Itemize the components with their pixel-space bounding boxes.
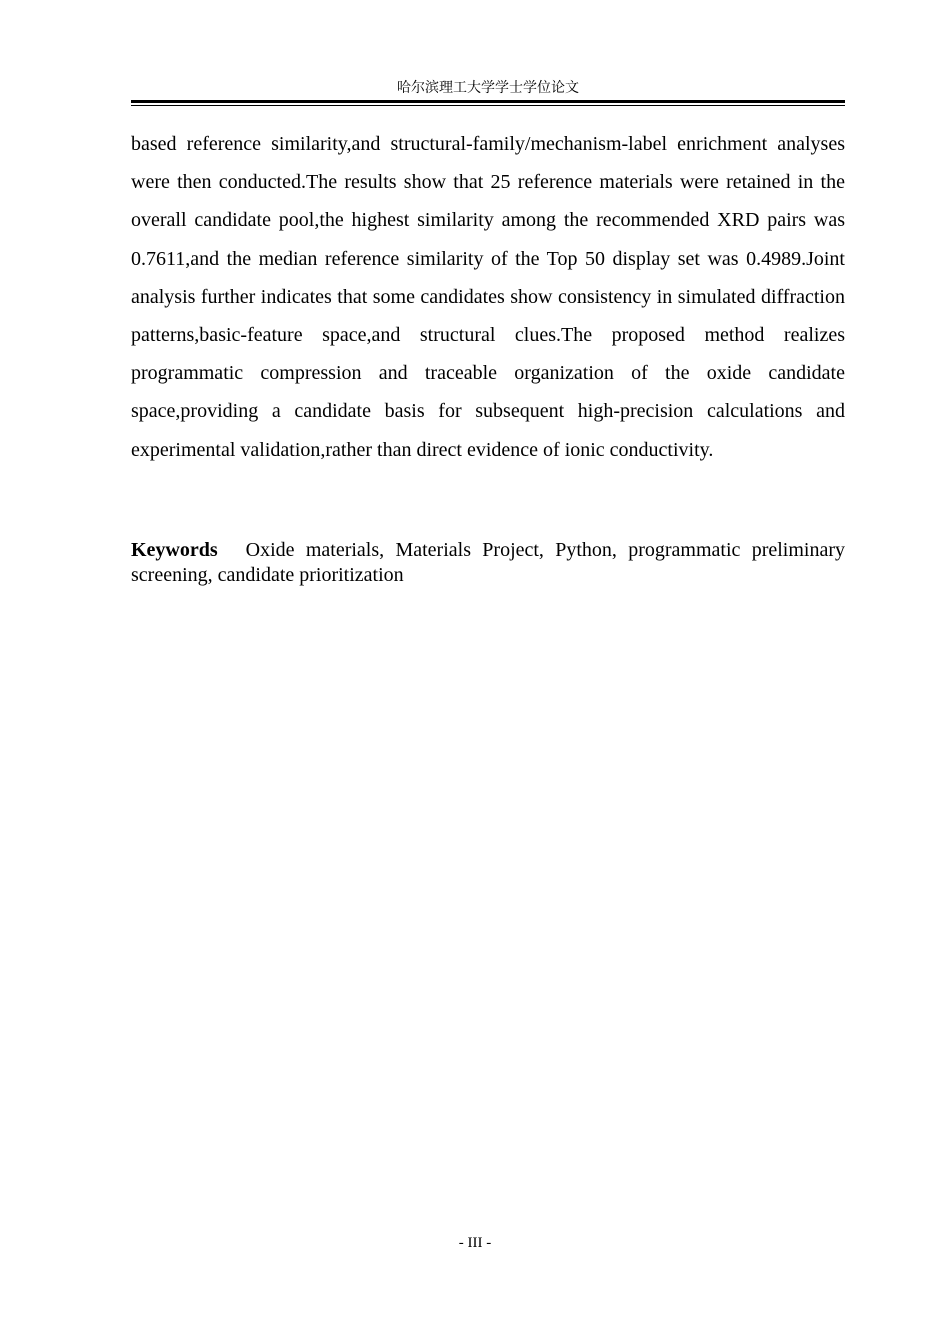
page-number: - III - — [458, 1235, 492, 1251]
header-double-rule — [131, 100, 845, 106]
keywords-label: Keywords — [131, 539, 218, 561]
running-header: 哈尔滨理工大学学士学位论文 — [397, 80, 579, 96]
keywords-line — [131, 538, 845, 588]
abstract-paragraph: based reference similarity,and structural-family/mechanism-label enrichment analyses were then conducted.The results show that 25 reference materials were retained in the overall candidate pool,the highest similarity among the recommended XRD pairs was 0.7611,and the median reference similarity of the Top 50 display set was 0.4989.Joint analysis further indicates that some candidates show consistency in simulated diffraction patterns,basic-feature space,and structural clues.The proposed method realizes programmatic compression and traceable organization of the oxide candidate space,providing a candidate basis for subsequent high-precision calculations and experimental validation,rather than direct evidence of ionic conductivity. — [131, 133, 845, 461]
keywords-text: Oxide materials, Materials Project, Python, programmatic preliminary screening, candidate prioritization — [131, 539, 845, 586]
